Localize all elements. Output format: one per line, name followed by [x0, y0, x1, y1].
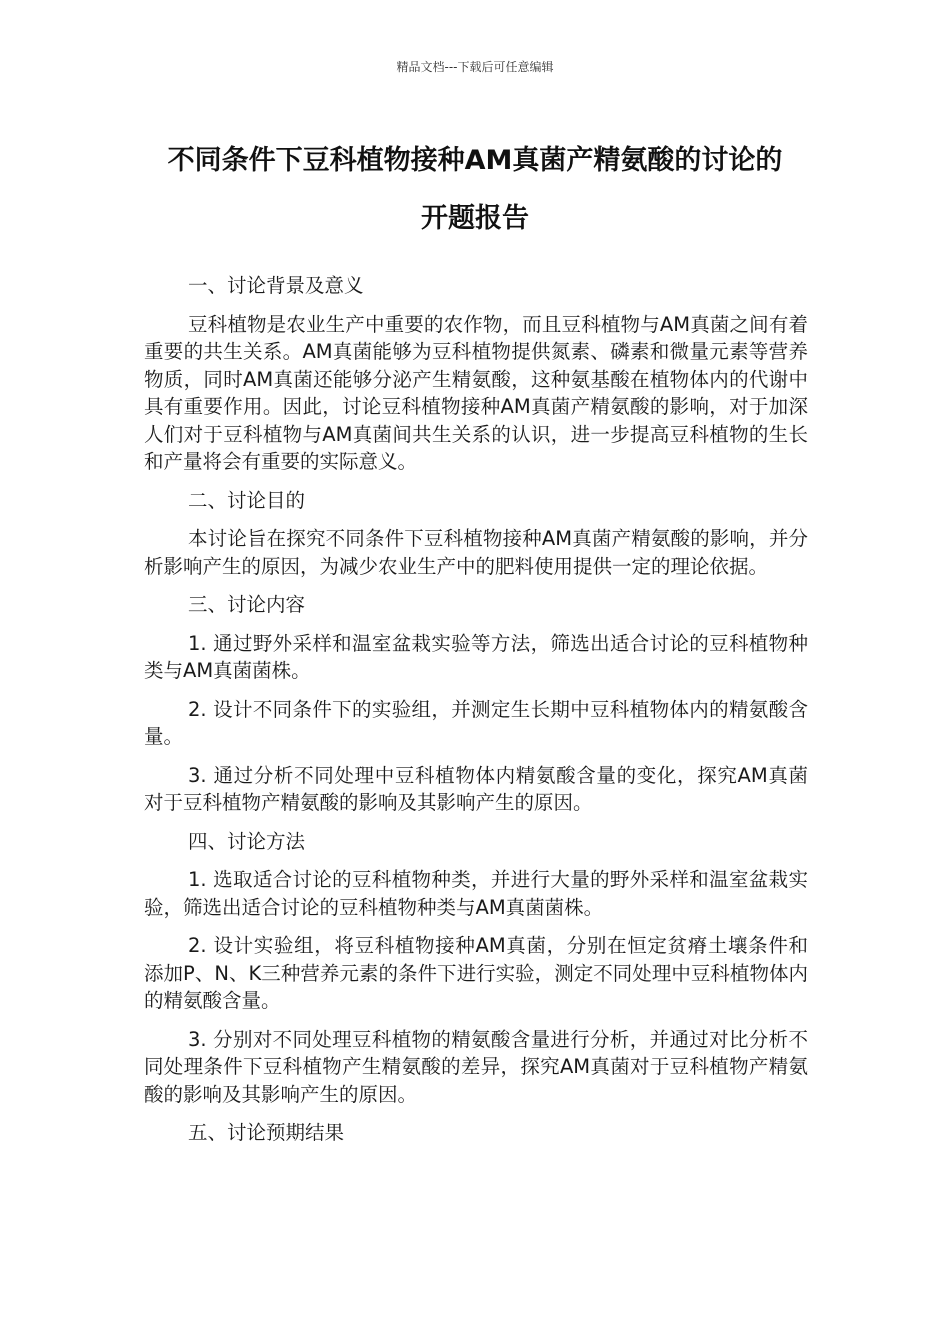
- content-item-3: 3. 通过分析不同处理中豆科植物体内精氨酸含量的变化，探究AM真菌对于豆科植物产精氨酸的影响及其影响产生的原因。: [144, 763, 808, 814]
- section-heading-content: 三、讨论内容: [188, 593, 306, 616]
- section-heading-expected-results: 五、讨论预期结果: [188, 1121, 345, 1144]
- method-item-1: 1. 选取适合讨论的豆科植物种类，并进行大量的野外采样和温室盆栽实验，筛选出适合讨论的豆科植物种类与AM真菌菌株。: [144, 868, 808, 919]
- title-line-2: 开题报告: [421, 203, 529, 234]
- document-body: [144, 272, 808, 1158]
- method-item-3: 3. 分别对不同处理豆科植物的精氨酸含量进行分析，并通过对比分析不同处理条件下豆科植物产生精氨酸的差异，探究AM真菌对于豆科植物产精氨酸的影响及其影响产生的原因。: [144, 1027, 808, 1106]
- content-item-2: 2. 设计不同条件下的实验组，并测定生长期中豆科植物体内的精氨酸含量。: [144, 697, 808, 748]
- paragraph-purpose: 本讨论旨在探究不同条件下豆科植物接种AM真菌产精氨酸的影响，并分析影响产生的原因，为减少农业生产中的肥料使用提供一定的理论依据。: [144, 527, 808, 578]
- title-line-1: 不同条件下豆科植物接种AM真菌产精氨酸的讨论的: [167, 145, 783, 176]
- document-title: [120, 132, 830, 248]
- section-heading-methods: 四、讨论方法: [188, 829, 306, 853]
- content-item-1: 1. 通过野外采样和温室盆栽实验等方法，筛选出适合讨论的豆科植物种类与AM真菌菌株。: [144, 631, 808, 682]
- method-item-2: 2. 设计实验组，将豆科植物接种AM真菌，分别在恒定贫瘠土壤条件和添加P、N、K三种营养元素的条件下进行实验，测定不同处理中豆科植物体内的精氨酸含量。: [144, 934, 808, 1012]
- paragraph-background: 豆科植物是农业生产中重要的农作物，而且豆科植物与AM真菌之间有着重要的共生关系。AM真菌能够为豆科植物提供氮素、磷素和微量元素等营养物质，同时AM真菌还能够分泌产生精氨酸，这种氨基酸在植物体内的代谢中具有重要作用。因此，讨论豆科植物接种AM真菌产精氨酸的影响，对于加深人们对于豆科植物与AM真菌间共生关系的认识，进一步提高豆科植物的生长和产量将会有重要的实际意义。: [144, 312, 808, 473]
- section-heading-background: 一、讨论背景及意义: [188, 274, 364, 297]
- header-note: 精品文档---下载后可任意编辑: [396, 60, 554, 74]
- section-heading-purpose: 二、讨论目的: [188, 488, 306, 512]
